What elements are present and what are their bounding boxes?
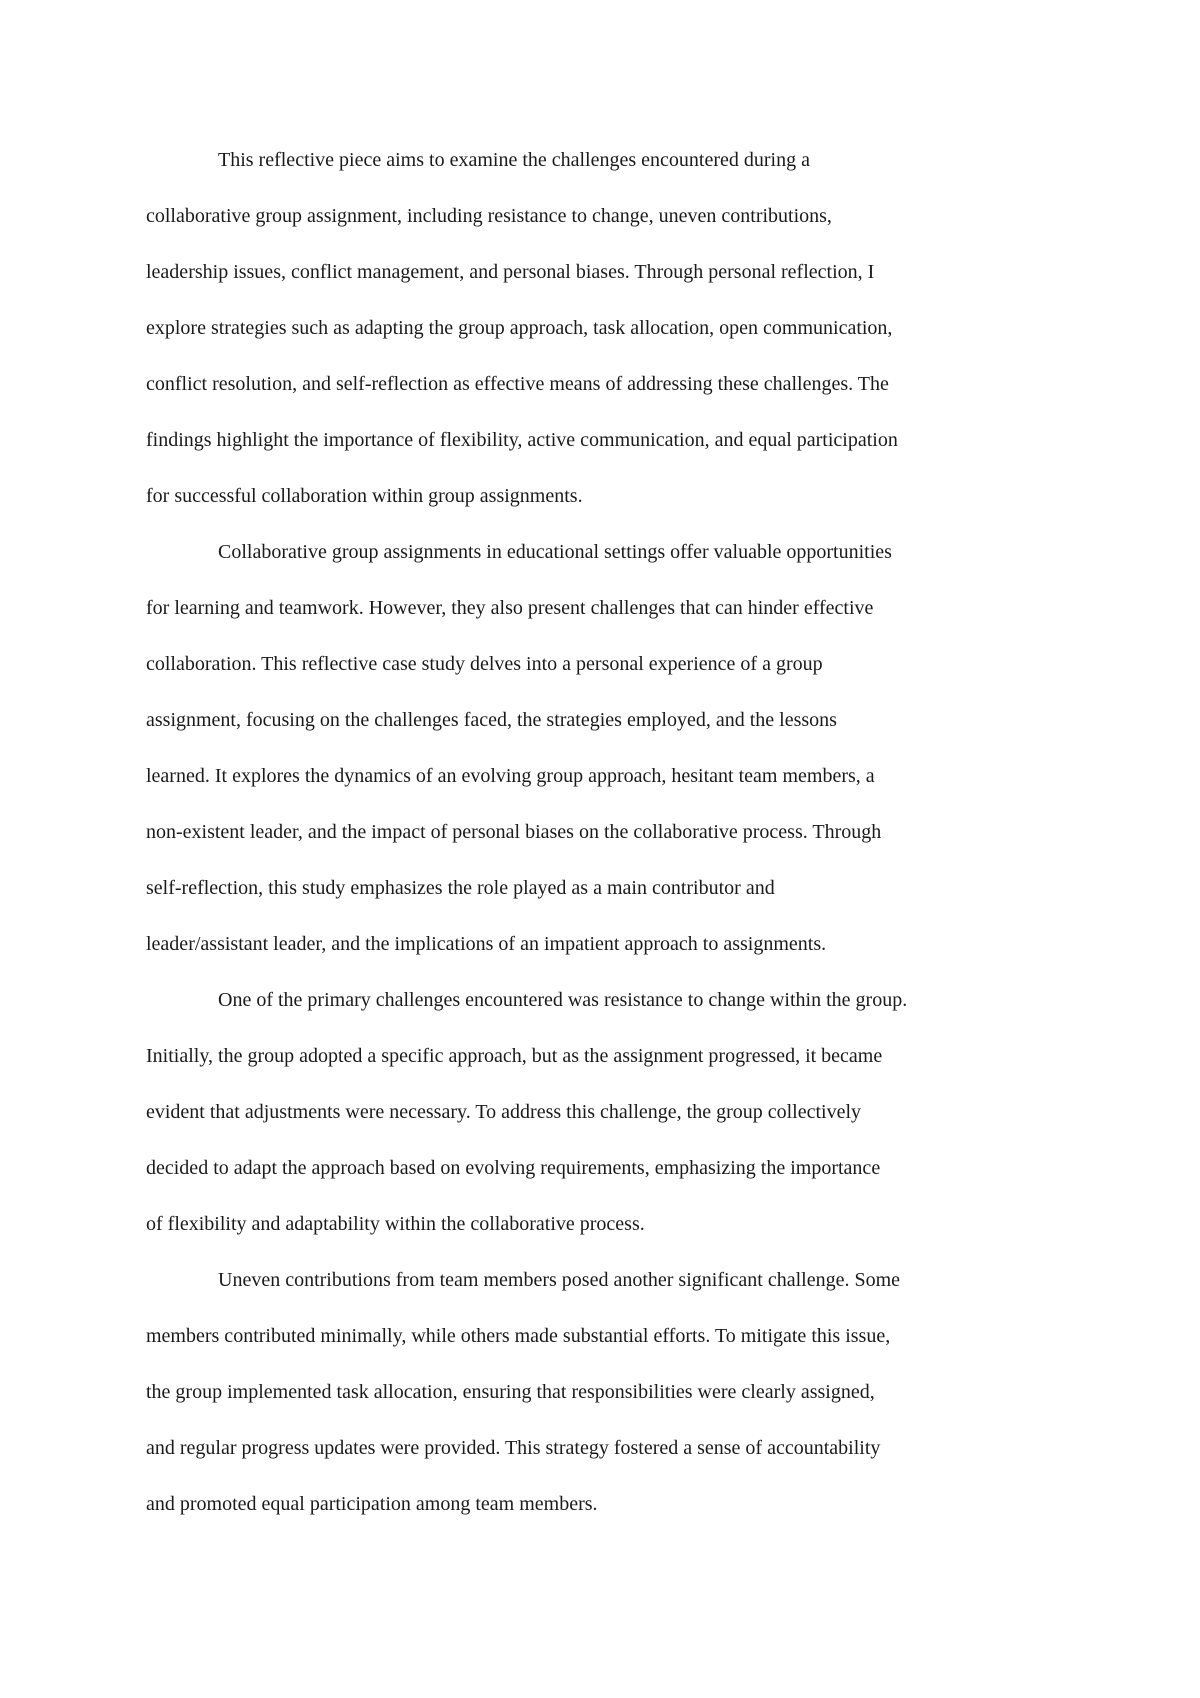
text-line: assignment, focusing on the challenges faced, the strategies employed, and the lessons xyxy=(146,709,837,731)
text-line: decided to adapt the approach based on evolving requirements, emphasizing the importance xyxy=(146,1157,881,1179)
text-line: collaboration. This reflective case study delves into a personal experience of a group xyxy=(146,653,823,675)
paragraph-resistance-to-change xyxy=(146,981,1066,1261)
paragraph-abstract xyxy=(146,141,1066,533)
text-line: and regular progress updates were provided. This strategy fostered a sense of accountability xyxy=(146,1437,881,1459)
text-line: explore strategies such as adapting the group approach, task allocation, open communication, xyxy=(146,317,893,339)
text-line: for successful collaboration within group assignments. xyxy=(146,485,583,507)
text-line: for learning and teamwork. However, they also present challenges that can hinder effective xyxy=(146,597,874,619)
paragraph-uneven-contributions xyxy=(146,1261,1066,1541)
text-line: conflict resolution, and self-reflection as effective means of addressing these challenges. The xyxy=(146,373,889,395)
text-line: collaborative group assignment, including resistance to change, uneven contributions, xyxy=(146,205,832,227)
text-line: leader/assistant leader, and the implications of an impatient approach to assignments. xyxy=(146,933,827,955)
text-line: learned. It explores the dynamics of an evolving group approach, hesitant team members, a xyxy=(146,765,875,787)
text-line: the group implemented task allocation, ensuring that responsibilities were clearly assigned, xyxy=(146,1381,875,1403)
text-line: evident that adjustments were necessary. To address this challenge, the group collectively xyxy=(146,1101,862,1123)
text-line: non-existent leader, and the impact of personal biases on the collaborative process. Through xyxy=(146,821,882,843)
text-line: Initially, the group adopted a specific approach, but as the assignment progressed, it became xyxy=(146,1045,883,1067)
paragraph-introduction xyxy=(146,533,1066,981)
text-line: One of the primary challenges encountered was resistance to change within the group. xyxy=(218,989,908,1011)
text-line: and promoted equal participation among team members. xyxy=(146,1493,598,1515)
document-body xyxy=(146,141,1066,1541)
text-line: of flexibility and adaptability within the collaborative process. xyxy=(146,1213,645,1235)
text-line: Collaborative group assignments in educational settings offer valuable opportunities xyxy=(218,541,892,563)
text-line: findings highlight the importance of flexibility, active communication, and equal participation xyxy=(146,429,898,451)
text-line: This reflective piece aims to examine the challenges encountered during a xyxy=(218,149,810,171)
text-line: self-reflection, this study emphasizes the role played as a main contributor and xyxy=(146,877,775,899)
text-line: Uneven contributions from team members posed another significant challenge. Some xyxy=(218,1269,901,1291)
text-line: members contributed minimally, while others made substantial efforts. To mitigate this issue, xyxy=(146,1325,891,1347)
text-line: leadership issues, conflict management, and personal biases. Through personal reflection, I xyxy=(146,261,875,283)
